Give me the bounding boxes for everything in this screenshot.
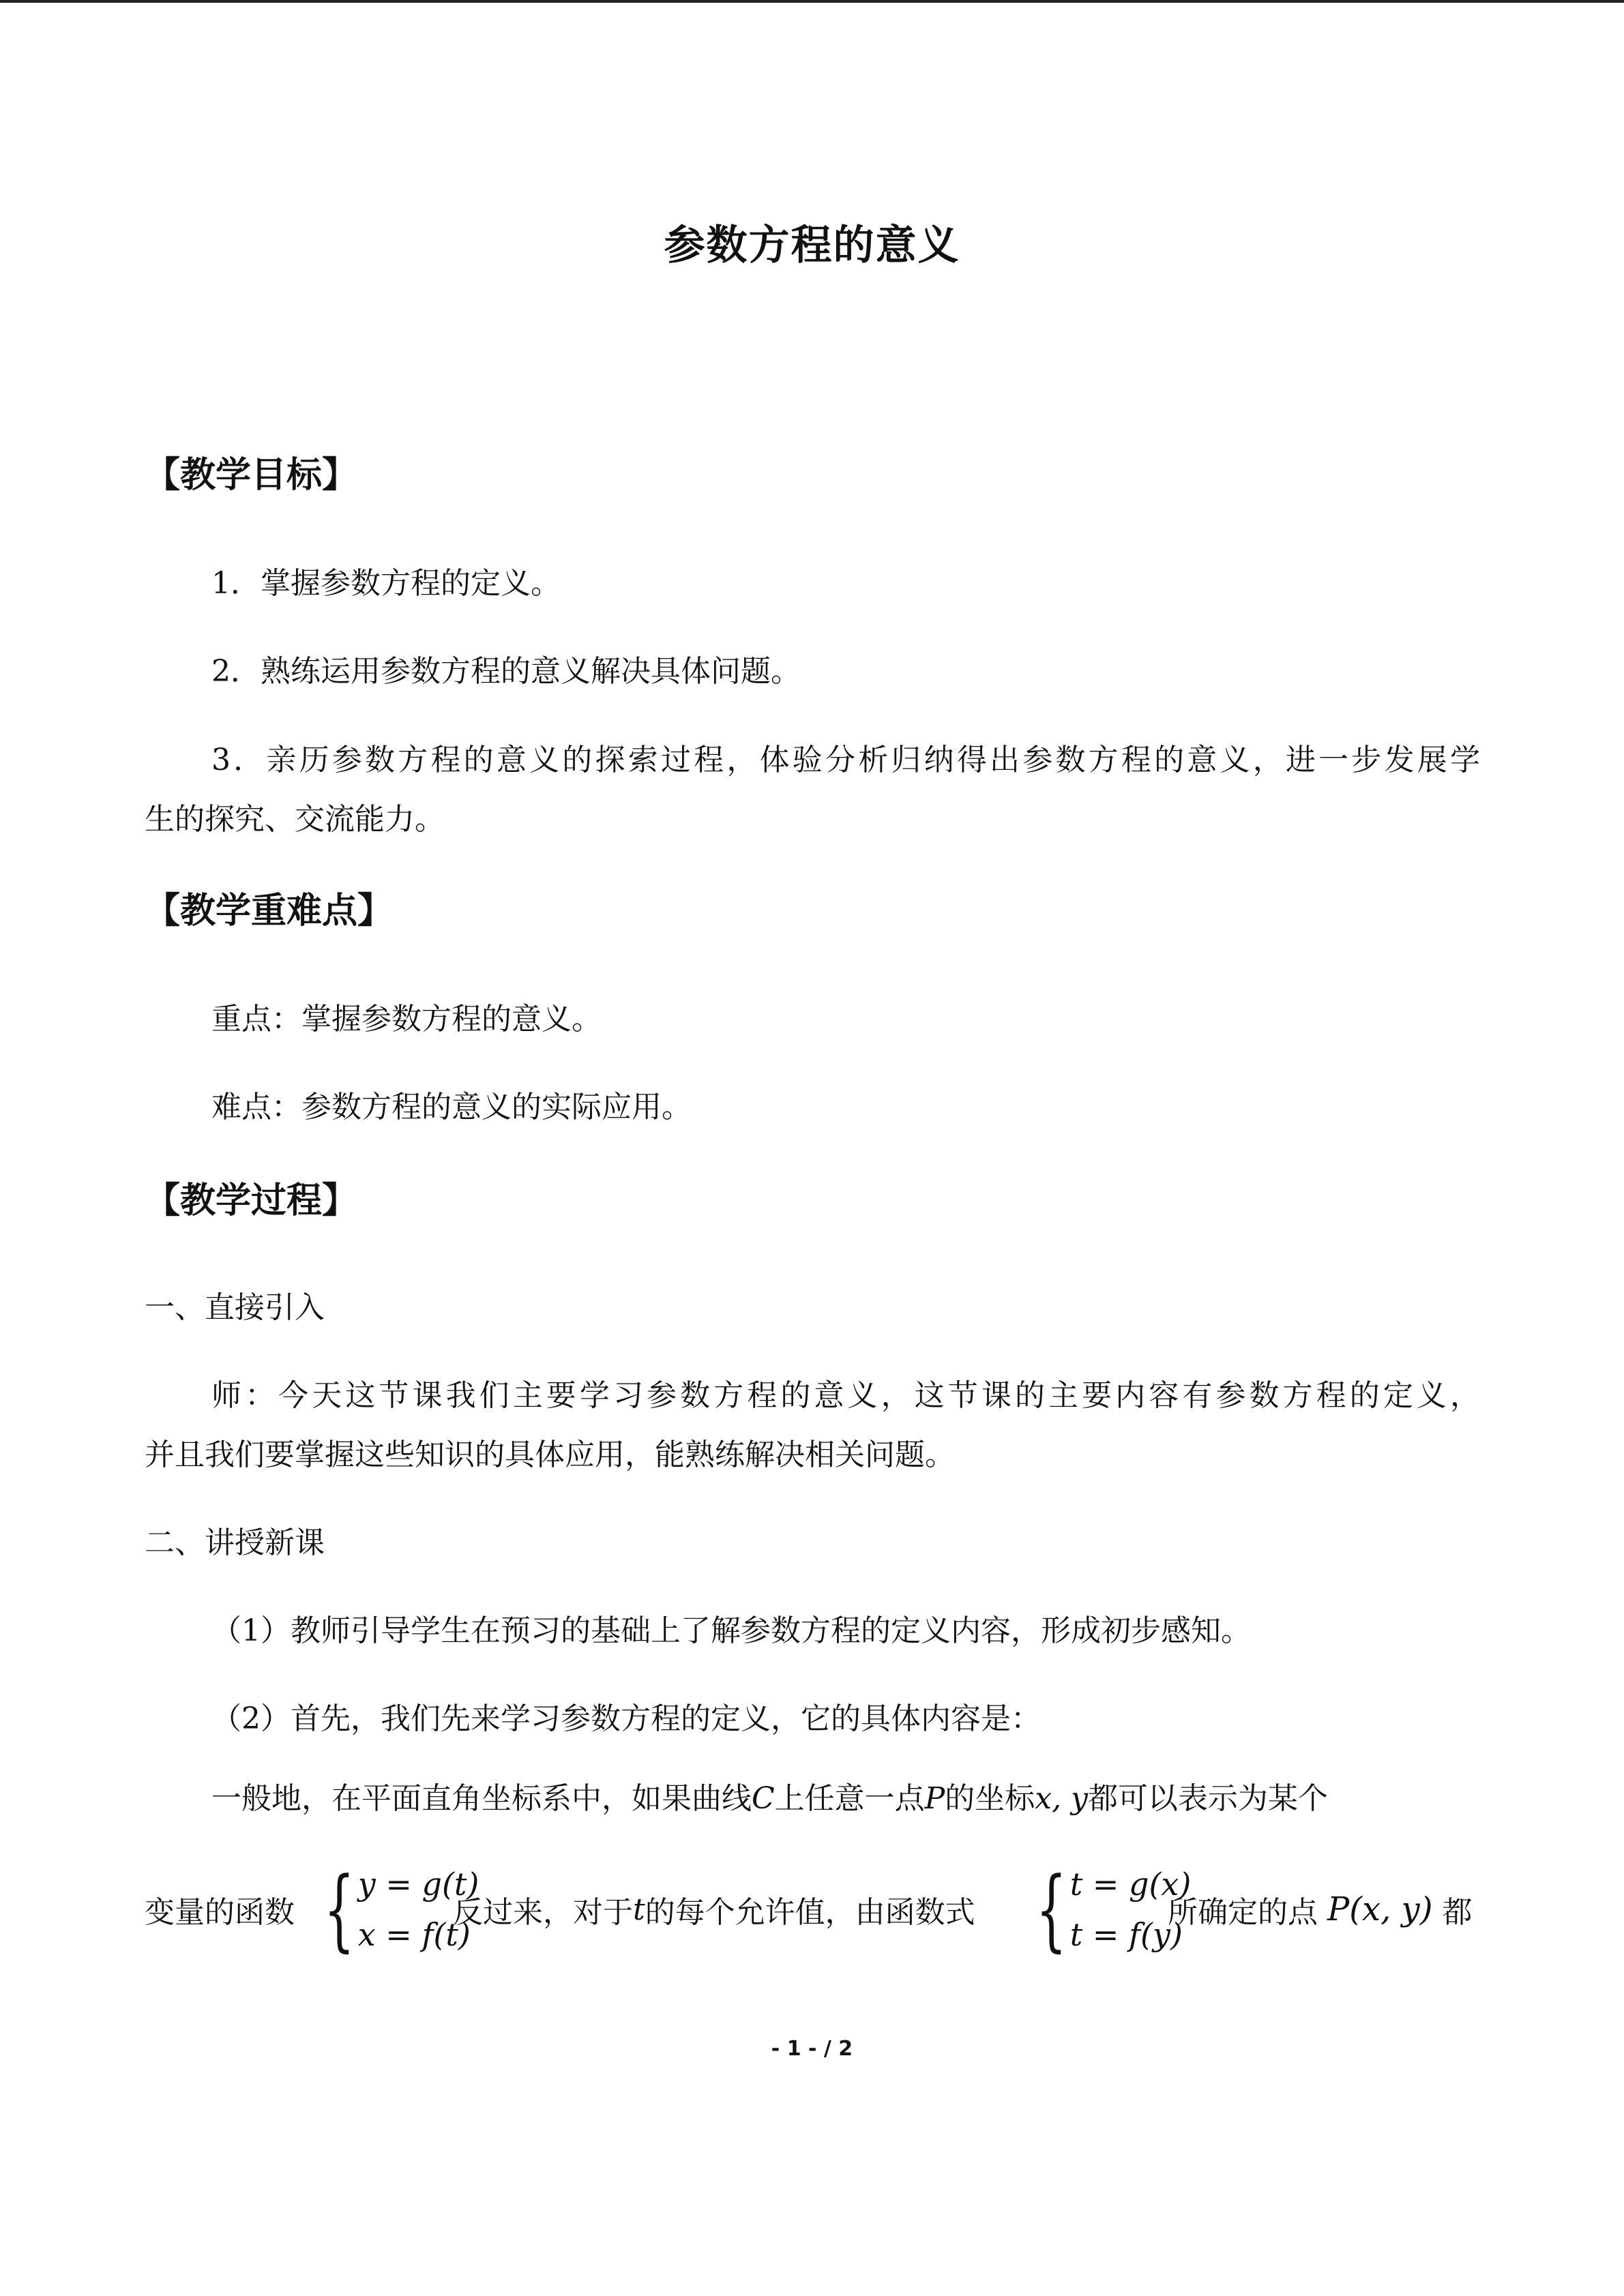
step-2: （2）首先，我们先来学习参数方程的定义，它的具体内容是：	[211, 1701, 1041, 1736]
goal-item-2: 2．熟练运用参数方程的意义解决具体问题。	[211, 654, 801, 689]
def2-point: P(x, y)	[1327, 1890, 1433, 1928]
part-2-title: 二、讲授新课	[145, 1525, 325, 1560]
def2-text-1: 变量的函数	[145, 1895, 295, 1930]
system-2-bottom: t = f(y)	[1069, 1916, 1183, 1953]
goal-item-3-line-2: 生的探究、交流能力。	[145, 802, 445, 837]
step-1: （1）教师引导学生在预习的基础上了解参数方程的定义内容，形成初步感知。	[211, 1613, 1251, 1648]
goal-item-1: 1．掌握参数方程的定义。	[211, 566, 561, 601]
system-1-bottom: x = f(t)	[357, 1916, 471, 1953]
goal-item-3-line-1	[145, 735, 1480, 779]
def2-text-3: 的每个允许值，由函数式	[645, 1895, 975, 1930]
teacher-line-1	[145, 1371, 1480, 1414]
def2-text-4a: 所确定的点	[1168, 1895, 1318, 1930]
key-point: 重点：掌握参数方程的意义。	[211, 1002, 602, 1037]
def2-text-2a: 反过来，对于	[453, 1895, 633, 1930]
def-var-p: P	[924, 1781, 945, 1816]
page-top-border	[0, 0, 1624, 3]
part-1-title: 一、直接引入	[145, 1290, 325, 1325]
def-var-c: C	[752, 1781, 775, 1816]
def-text-1: 一般地，在平面直角坐标系中，如果曲线	[211, 1781, 752, 1816]
def-text-2: 上任意一点	[774, 1781, 925, 1816]
system-2	[1023, 1848, 1191, 1971]
def2-var-t: t	[633, 1892, 645, 1927]
def2-text-4	[1168, 1848, 1472, 1971]
page-number-footer: - 1 - / 2	[771, 2037, 853, 2061]
brace-2: {	[1035, 1858, 1067, 1961]
teacher-text-1: 师：今天这节课我们主要学习参数方程的意义，这节课的主要内容有参数方程的定义，	[211, 1378, 1480, 1413]
teacher-line-2: 并且我们要掌握这些知识的具体应用，能熟练解决相关问题。	[145, 1437, 955, 1472]
system-1-top: y = g(t)	[357, 1866, 479, 1903]
heading-teaching-process: 【教学过程】	[145, 1180, 358, 1221]
definition-line-2	[145, 1848, 1480, 1971]
definition-line-1	[211, 1770, 1328, 1828]
def2-text-2	[453, 1848, 975, 1971]
def-text-4: 都可以表示为某个	[1087, 1781, 1328, 1816]
brace-1: {	[323, 1858, 355, 1961]
goal-item-3-text-1: 3．亲历参数方程的意义的探索过程，体验分析归纳得出参数方程的意义，进一步发展学	[211, 743, 1480, 777]
page-title: 参数方程的意义	[664, 222, 960, 269]
difficult-point: 难点：参数方程的意义的实际应用。	[211, 1090, 692, 1124]
def-var-xy: x, y	[1035, 1781, 1088, 1816]
def2-text-5: 都	[1442, 1895, 1473, 1930]
heading-teaching-goals: 【教学目标】	[145, 455, 358, 496]
heading-key-difficult-points: 【教学重难点】	[145, 891, 394, 931]
system-2-top: t = g(x)	[1069, 1866, 1192, 1903]
def-text-3: 的坐标	[945, 1781, 1035, 1816]
